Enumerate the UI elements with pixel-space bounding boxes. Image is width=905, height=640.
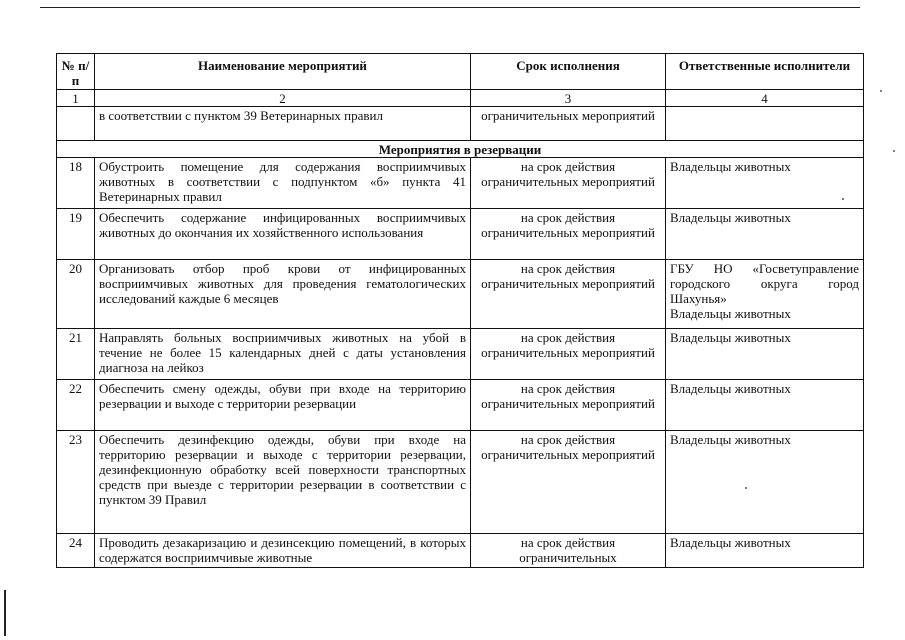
responsible-text: Владельцы животных <box>666 329 864 380</box>
responsible-text: Владельцы животных <box>666 380 864 431</box>
measure-text: Обеспечить содержание инфицированных восприимчивых животных до окончания их хозяйственного использования <box>95 209 471 260</box>
row-number: 19 <box>57 209 95 260</box>
header-responsible: Ответственные исполнители <box>666 54 864 90</box>
table-row <box>57 380 864 431</box>
row-number: 24 <box>57 534 95 568</box>
responsible-text: Владельцы животных <box>666 431 864 534</box>
table-row <box>57 431 864 534</box>
row-number: 18 <box>57 158 95 209</box>
continuation-row <box>57 107 864 141</box>
measures-table <box>56 53 864 568</box>
row-number: 23 <box>57 431 95 534</box>
scan-speck <box>880 90 882 92</box>
header-term: Срок исполнения <box>471 54 666 90</box>
header-row <box>57 54 864 90</box>
column-number: 4 <box>666 90 864 107</box>
measure-text: Проводить дезакаризацию и дезинсекцию помещений, в которых содержатся восприимчивые животные <box>95 534 471 568</box>
term-text: на срок действия ограничительных мероприятий <box>471 329 666 380</box>
responsible-cell <box>666 260 864 329</box>
responsible-text: Владельцы животных <box>666 209 864 260</box>
section-row <box>57 141 864 158</box>
term-text: на срок действия ограничительных мероприятий <box>471 158 666 209</box>
responsible-text: Владельцы животных <box>666 534 864 568</box>
table-row <box>57 534 864 568</box>
table-row <box>57 209 864 260</box>
measure-text: Направлять больных восприимчивых животных на убой в течение не более 15 календарных дней с даты установления диагноза на лейкоз <box>95 329 471 380</box>
table-row <box>57 329 864 380</box>
measure-text: Организовать отбор проб крови от инфицированных восприимчивых животных для проведения гематологических исследований каждые 6 месяцев <box>95 260 471 329</box>
row-number: 20 <box>57 260 95 329</box>
table-row <box>57 158 864 209</box>
responsible-text: Владельцы животных <box>670 306 791 321</box>
column-number: 3 <box>471 90 666 107</box>
responsible-text: ГБУ НО «Госветуправление городского округа город Шахунья» <box>670 261 859 306</box>
row-number <box>57 107 95 141</box>
row-number: 21 <box>57 329 95 380</box>
column-number: 2 <box>95 90 471 107</box>
column-number-row <box>57 90 864 107</box>
measure-text: Обеспечить дезинфекцию одежды, обуви при входе на территорию резервации и выходе с территории резервации, дезинфекционную обработку всей поверхности транспортных средств при выезде с территории резервации в соответствии с пунктом 39 Правил <box>95 431 471 534</box>
measure-text: Обеспечить смену одежды, обуви при входе на территорию резервации и выходе с территории резервации <box>95 380 471 431</box>
measure-text: в соответствии с пунктом 39 Ветеринарных правил <box>95 107 471 141</box>
term-text: на срок действия ограничительных мероприятий <box>471 260 666 329</box>
column-number: 1 <box>57 90 95 107</box>
term-text: на срок действия ограничительных мероприятий <box>471 209 666 260</box>
responsible-text <box>666 107 864 141</box>
table-row <box>57 260 864 329</box>
header-name: Наименование мероприятий <box>95 54 471 90</box>
scan-edge-left <box>4 590 6 636</box>
responsible-text: Владельцы животных <box>666 158 864 209</box>
term-text: на срок действия ограничительных мероприятий <box>471 431 666 534</box>
term-text: на срок действия ограничительных мероприятий <box>471 380 666 431</box>
measure-text: Обустроить помещение для содержания восприимчивых животных в соответствии с подпунктом «б» пункта 41 Ветеринарных правил <box>95 158 471 209</box>
scan-speck <box>893 150 895 152</box>
row-number: 22 <box>57 380 95 431</box>
term-text: на срок действия ограничительных <box>471 534 666 568</box>
header-num: № п/п <box>57 54 95 90</box>
section-title: Мероприятия в резервации <box>57 141 864 158</box>
term-text: ограничительных мероприятий <box>471 107 666 141</box>
scan-edge-top <box>40 7 860 8</box>
